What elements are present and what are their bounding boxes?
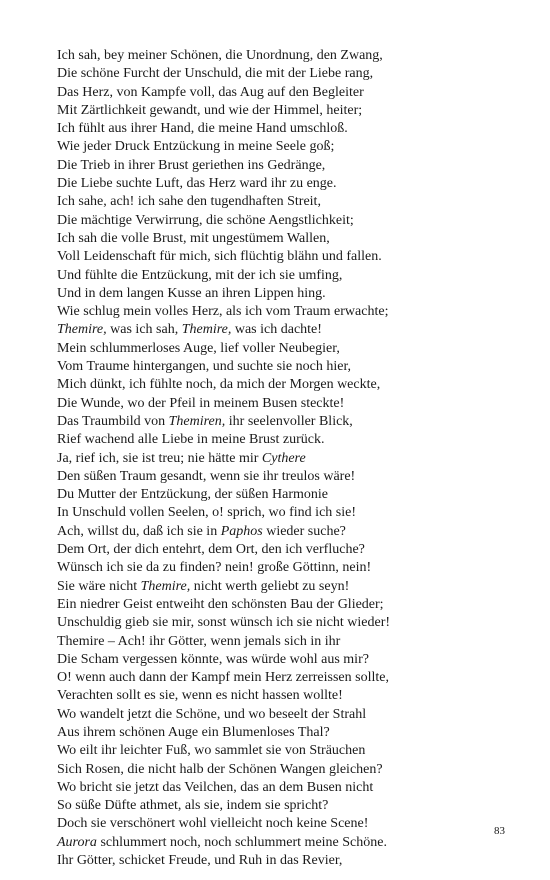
poem-line — [57, 65, 517, 83]
line-text: Die Scham vergessen könnte, was würde wohl aus mir? — [57, 651, 369, 667]
poem-line — [57, 486, 517, 504]
poem-line — [57, 120, 517, 138]
line-text: Die mächtige Verwirrung, die schöne Aengstlichkeit; — [57, 212, 354, 228]
poem-line — [57, 596, 517, 614]
poem-line — [57, 633, 517, 651]
poem-line — [57, 523, 517, 541]
line-text: Ihr Götter, schicket Freude, und Ruh in das Revier, — [57, 853, 343, 869]
line-text: was ich dachte! — [231, 322, 322, 338]
poem-line — [57, 468, 517, 486]
poem-line — [57, 779, 517, 797]
poem-line — [57, 687, 517, 705]
line-text: Und in dem langen Kusse an ihren Lippen hing. — [57, 285, 326, 301]
page-number: 83 — [494, 825, 505, 837]
line-text: Ja, rief ich, sie ist treu; nie hätte mir — [57, 450, 262, 466]
line-text: Du Mutter der Entzückung, der süßen Harmonie — [57, 487, 328, 503]
poem-line — [57, 84, 517, 102]
poem-line — [57, 303, 517, 321]
line-text: Ich sah die volle Brust, mit ungestümem Wallen, — [57, 230, 330, 246]
poem-line — [57, 450, 517, 468]
poem-line — [57, 742, 517, 760]
line-text: In Unschuld vollen Seelen, o! sprich, wo find ich sie! — [57, 505, 356, 521]
poem-line — [57, 761, 517, 779]
line-text: Wo bricht sie jetzt das Veilchen, das an dem Busen nicht — [57, 779, 374, 795]
italic-name: Cythere — [261, 450, 306, 466]
poem-line — [57, 267, 517, 285]
line-text: Aus ihrem schönen Auge ein Blumenloses Thal? — [57, 724, 330, 740]
line-text: schlummert noch, noch schlummert meine Schöne. — [96, 834, 387, 850]
line-text: Das Herz, von Kampfe voll, das Aug auf den Begleiter — [57, 84, 364, 100]
line-text: Und fühlte die Entzückung, mit der ich sie umfing, — [57, 267, 343, 283]
poem-line — [57, 541, 517, 559]
line-text: was ich sah, — [106, 322, 182, 338]
poem-line — [57, 614, 517, 632]
line-text: Sich Rosen, die nicht halb der Schönen Wangen gleichen? — [57, 761, 383, 777]
poem-line — [57, 376, 517, 394]
line-text: Ich sahe, ach! ich sahe den tugendhaften Streit, — [57, 194, 321, 210]
line-text: So süße Düfte athmet, als sie, indem sie spricht? — [57, 798, 329, 814]
poem-line — [57, 431, 517, 449]
line-text: Die Wunde, wo der Pfeil in meinem Busen steckte! — [57, 395, 345, 411]
poem-text — [57, 47, 517, 870]
line-text: Die schöne Furcht der Unschuld, die mit der Liebe rang, — [57, 66, 374, 82]
line-text: Vom Traume hintergangen, und suchte sie noch hier, — [57, 359, 352, 375]
poem-line — [57, 651, 517, 669]
poem-line — [57, 212, 517, 230]
line-text: Wünsch ich sie da zu finden? nein! große Göttinn, nein! — [57, 560, 372, 576]
italic-name: Themiren, — [168, 413, 226, 429]
poem-line — [57, 230, 517, 248]
poem-line — [57, 852, 517, 870]
line-text: Sie wäre nicht — [57, 578, 141, 594]
line-text: Voll Leidenschaft für mich, sich flüchtig blähn und fallen. — [57, 249, 382, 265]
poem-line — [57, 395, 517, 413]
poem-line — [57, 815, 517, 833]
line-text: Die Trieb in ihrer Brust geriethen ins Gedränge, — [57, 157, 326, 173]
poem-line — [57, 559, 517, 577]
poem-line — [57, 706, 517, 724]
line-text: Die Liebe suchte Luft, das Herz ward ihr zu enge. — [57, 176, 337, 192]
poem-line — [57, 285, 517, 303]
line-text: Wie jeder Druck Entzückung in meine Seele goß; — [57, 139, 335, 155]
poem-line — [57, 47, 517, 65]
line-text: Verachten sollt es sie, wenn es nicht hassen wollte! — [57, 688, 343, 704]
poem-line — [57, 413, 517, 431]
poem-line — [57, 248, 517, 266]
line-text: O! wenn auch dann der Kampf mein Herz zerreissen sollte, — [57, 670, 389, 686]
line-text: Dem Ort, der dich entehrt, dem Ort, den ich verfluche? — [57, 542, 365, 558]
poem-line — [57, 102, 517, 120]
line-text: Doch sie verschönert wohl vielleicht noch keine Scene! — [57, 816, 369, 832]
line-text: Mit Zärtlichkeit gewandt, und wie der Himmel, heiter; — [57, 102, 363, 118]
line-text: Ich sah, bey meiner Schönen, die Unordnung, den Zwang, — [57, 48, 383, 63]
poem-line — [57, 669, 517, 687]
italic-name: Themire, — [140, 578, 191, 594]
poem-line — [57, 157, 517, 175]
line-text: Rief wachend alle Liebe in meine Brust zurück. — [57, 432, 325, 448]
line-text: Den süßen Traum gesandt, wenn sie ihr treulos wäre! — [57, 468, 356, 484]
poem-line — [57, 175, 517, 193]
poem-line — [57, 321, 517, 339]
poem-line — [57, 358, 517, 376]
poem-line — [57, 797, 517, 815]
line-text: Wo wandelt jetzt die Schöne, und wo beseelt der Strahl — [57, 706, 367, 722]
line-text: ihr seelenvoller Blick, — [225, 413, 353, 429]
line-text: Mich dünkt, ich fühlte noch, da mich der Morgen weckte, — [57, 377, 381, 393]
italic-name: Paphos — [220, 523, 263, 539]
line-text: Wo eilt ihr leichter Fuß, wo sammlet sie von Sträuchen — [57, 743, 366, 759]
poem-line — [57, 340, 517, 358]
line-text: Mein schlummerloses Auge, lief voller Neubegier, — [57, 340, 340, 356]
line-text: Ach, willst du, daß ich sie in — [57, 523, 221, 539]
poem-line — [57, 834, 517, 852]
line-text: Wie schlug mein volles Herz, als ich vom Traum erwachte; — [57, 304, 389, 320]
line-text: Themire – Ach! ihr Götter, wenn jemals sich in ihr — [57, 633, 341, 649]
line-text: Das Traumbild von — [57, 413, 169, 429]
italic-name: Aurora — [57, 834, 97, 850]
line-text: Ein niedrer Geist entweiht den schönsten Bau der Glieder; — [57, 596, 384, 612]
poem-line — [57, 578, 517, 596]
line-text: wieder suche? — [262, 523, 346, 539]
line-text: nicht werth geliebt zu seyn! — [190, 578, 350, 594]
line-text: Unschuldig gieb sie mir, sonst wünsch ich sie nicht wieder! — [57, 615, 391, 631]
italic-name: Themire, — [57, 322, 107, 338]
poem-line — [57, 724, 517, 742]
italic-name: Themire, — [181, 322, 232, 338]
poem-line — [57, 193, 517, 211]
poem-line — [57, 138, 517, 156]
poem-line — [57, 504, 517, 522]
line-text: Ich fühlt aus ihrer Hand, die meine Hand umschloß. — [57, 121, 348, 137]
